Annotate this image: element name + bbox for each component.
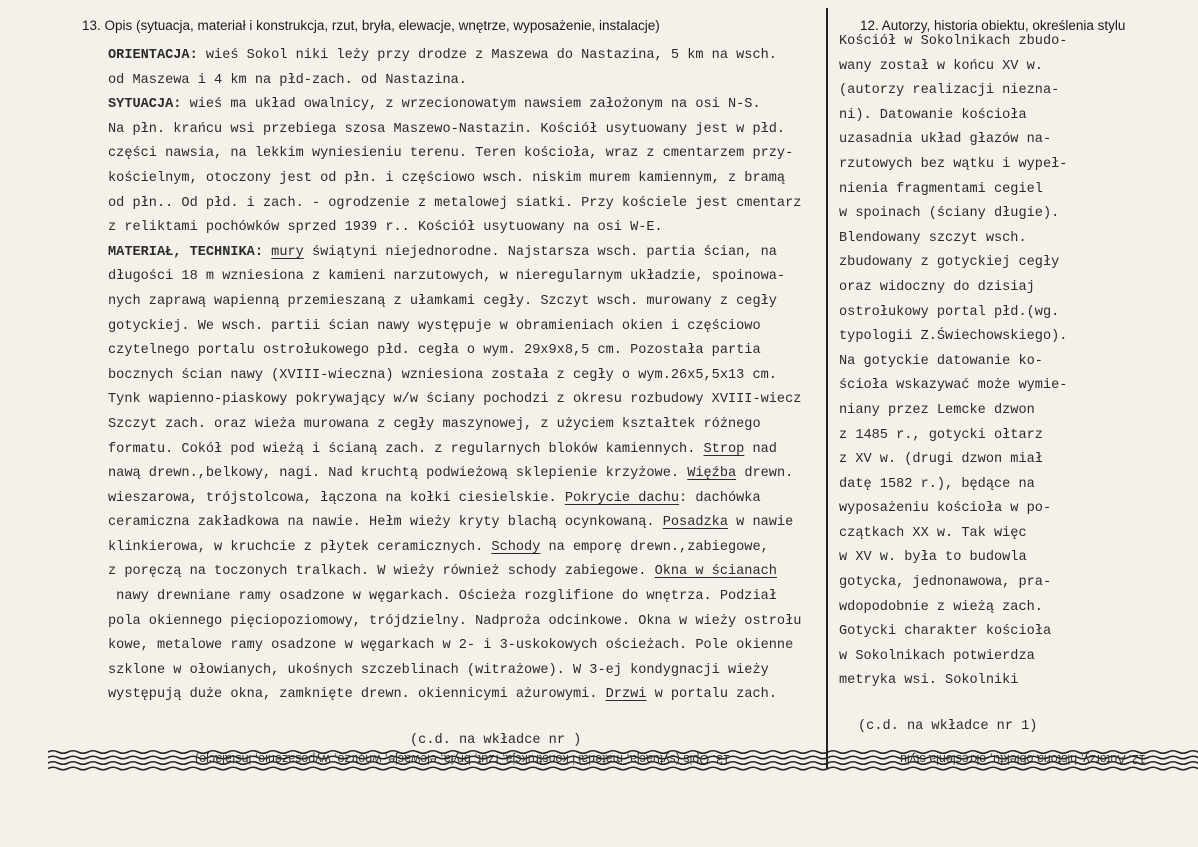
description-line	[108, 536, 801, 561]
history-line: Gotycki charakter kościoła	[839, 624, 1052, 640]
description-line	[108, 315, 801, 340]
line-text: Na płn. krańcu wsi przebiega szosa Maszewo-Nastazin. Kościół usytuowany jest w płd.	[108, 121, 786, 137]
history-line: wdopodobnie z wieżą zach.	[839, 599, 1043, 615]
description-line	[108, 290, 801, 315]
description-line	[108, 142, 801, 167]
line-text: nawy drewniane ramy osadzone w węgarkach. Ościeża rozglifione do wnętrza. Podział	[108, 589, 777, 605]
history-line: niany przez Lemcke dzwon	[839, 402, 1035, 418]
element-term: Okna w ścianach	[654, 564, 777, 580]
line-text: Szczyt zach. oraz wieża murowana z cegły maszynowej, z użyciem kształtek różnego	[108, 416, 761, 432]
line-text: formatu. Cokół pod wieżą i ścianą zach. z regularnych bloków kamiennych.	[108, 441, 704, 457]
line-text: w portalu zach.	[646, 687, 777, 703]
line-text: z poręczą na toczonych tralkach. W wieży również schody zabiegowe.	[108, 564, 655, 580]
description-line	[108, 192, 801, 217]
line-text: szklone w ołowianych, ukośnych szczeblinach (witrażowe). W 3-ej kondygnacji wieży	[108, 662, 769, 678]
description-line	[108, 413, 801, 438]
line-text: ceramiczna zakładkowa na nawie. Hełm wieży kryty blachą ocynkowaną.	[108, 515, 663, 531]
history-line: oraz widoczny do dzisiaj	[839, 279, 1035, 295]
history-line: zbudowany z gotyckiej cegły	[839, 255, 1060, 271]
description-line	[108, 265, 801, 290]
line-text: bocznych ścian nawy (XVIII-wieczna) wzniesiona została z cegły o wym.26x5,5x13 cm.	[108, 367, 777, 383]
section-label: ORIENTACJA:	[108, 48, 198, 63]
element-term: Posadzka	[662, 515, 728, 531]
description-line	[108, 167, 801, 192]
line-text: kowe, metalowe ramy osadzone w węgarkach w 2- i 3-uskokowych ościeżach. Pole okienne	[108, 638, 794, 654]
description-line	[108, 610, 801, 635]
line-text: kościelnym, otoczony jest od płn. i częściowo wsch. niskim murem kamiennym, z bramą	[108, 170, 786, 186]
description-line	[108, 216, 801, 241]
description-line	[108, 339, 801, 364]
line-text: wieszarowa, trójstolcowa, łączona na kołki ciesielskie.	[108, 490, 565, 506]
line-text: świątyni niejednorodne. Najstarsza wsch. partia ścian, na	[303, 244, 777, 260]
history-line: w Sokolnikach potwierdza	[839, 648, 1035, 664]
description-line	[108, 634, 801, 659]
description-line	[108, 93, 801, 118]
line-text: Tynk wapienno-piaskowy pokrywający w/w ściany pochodzi z okresu rozbudowy XVIII-wiecz	[108, 392, 802, 408]
history-line: wany został w końcu XV w.	[839, 58, 1043, 74]
element-term: Drzwi	[605, 687, 647, 703]
history-text	[839, 30, 1067, 694]
description-line	[108, 44, 801, 69]
line-text: w nawie	[727, 515, 794, 531]
history-line: ni). Datowanie kościoła	[839, 107, 1027, 123]
description-line	[108, 462, 801, 487]
history-line: uzasadnia układ głazów na-	[839, 132, 1052, 148]
history-line: ścioła wskazywać może wymie-	[839, 378, 1068, 394]
line-text: od Maszewa i 4 km na płd-zach. od Nastazina.	[108, 72, 467, 88]
description-line	[108, 683, 801, 708]
history-line: gotycka, jednonawowa, pra-	[839, 575, 1052, 591]
description-line	[108, 438, 801, 463]
element-term: Pokrycie dachu	[564, 490, 680, 506]
history-line: rzutowych bez wątku i wypeł-	[839, 156, 1068, 172]
element-term: Więźba	[687, 466, 737, 482]
section-label: MATERIAŁ, TECHNIKA:	[108, 244, 263, 260]
mirrored-header-right: 12. Autorzy, historia obiektu, określenia stylu	[900, 752, 1146, 766]
history-line: ostrołukowy portal płd.(wg.	[839, 304, 1060, 320]
line-text: nych zaprawą wapienną przemieszaną z ułamkami cegły. Szczyt wsch. murowany z cegły	[108, 293, 777, 309]
line-text: nad	[744, 441, 777, 457]
line-text: wieś ma układ owalnicy, z wrzecionowatym nawsiem założonym na osi N-S.	[181, 97, 761, 113]
line-text: od płn.. Od płd. i zach. - ogrodzenie z metalowej siatki. Przy kościele jest cmentarz	[108, 195, 802, 211]
section-12-header: 12. Autorzy, historia obiektu, określenia stylu	[860, 18, 1126, 33]
line-text: występują duże okna, zamknięte drewn. okiennicymi ażurowymi.	[108, 687, 606, 703]
line-text: na emporę drewn.,zabiegowe,	[540, 539, 769, 555]
history-line: z XV w. (drugi dzwon miał	[839, 452, 1043, 468]
line-text: wieś Sokol niki leży przy drodze z Maszewa do Nastazina, 5 km na wsch.	[197, 48, 777, 63]
continuation-note-left: (c.d. na wkładce nr )	[410, 733, 582, 748]
mirrored-header-left: 13. Opis (sytuacja, materiał i konstrukcja, rzut, bryła, elewacje, wnętrze, wyposażenie, instalacje)	[195, 752, 730, 766]
section-13-header: 13. Opis (sytuacja, materiał i konstrukcja, rzut, bryła, elewacje, wnętrze, wyposażenie, instalacje)	[82, 18, 660, 33]
line-text: drewn.	[736, 466, 794, 482]
line-text: części nawsia, na lekkim wyniesieniu terenu. Teren kościoła, wraz z cmentarzem przy-	[108, 146, 794, 162]
line-text: gotyckiej. We wsch. partii ścian nawy występuje w obramieniach okien i częściowo	[108, 318, 761, 334]
line-text: czytelnego portalu ostrołukowego płd. cegła o wym. 29x9x8,5 cm. Pozostała partia	[108, 343, 761, 359]
history-line: w XV w. była to budowla	[839, 550, 1027, 566]
element-term: Schody	[491, 539, 541, 555]
history-line: nienia fragmentami cegiel	[839, 181, 1043, 197]
description-line	[108, 388, 801, 413]
description-line	[108, 118, 801, 143]
section-label: SYTUACJA:	[108, 97, 182, 113]
column-divider	[826, 8, 828, 768]
history-line: wyposażeniu kościoła w po-	[839, 501, 1052, 517]
description-line	[108, 364, 801, 389]
description-line	[108, 659, 801, 684]
history-line: w spoinach (ściany długie).	[839, 206, 1060, 222]
continuation-note-right: (c.d. na wkładce nr 1)	[858, 719, 1038, 734]
line-text: klinkierowa, w kruchcie z płytek ceramicznych.	[108, 539, 492, 555]
wave-line	[48, 767, 1198, 770]
history-line: Kościół w Sokolnikach zbudo-	[839, 34, 1068, 49]
line-text: nawą drewn.,belkowy, nagi. Nad kruchtą podwieżową sklepienie krzyżowe.	[108, 466, 688, 482]
description-text	[108, 44, 801, 708]
history-line: z 1485 r., gotycki ołtarz	[839, 427, 1043, 443]
description-line	[108, 487, 801, 512]
history-line: (autorzy realizacji niezna-	[839, 83, 1060, 99]
line-text: z reliktami pochówków sprzed 1939 r.. Kościół usytuowany na osi W-E.	[108, 220, 663, 236]
element-term: mury	[271, 244, 304, 260]
description-line	[108, 511, 801, 536]
line-text: pola okiennego pięciopoziomowy, trójdzielny. Nadproża odcinkowe. Okna w wieży ostrołu	[108, 613, 802, 629]
history-line: metryka wsi. Sokolniki	[839, 673, 1019, 689]
history-line: Na gotyckie datowanie ko-	[839, 353, 1043, 369]
line-text	[263, 245, 271, 260]
description-line	[108, 69, 801, 94]
element-term: Strop	[703, 441, 745, 457]
history-line: czątkach XX w. Tak więc	[839, 525, 1027, 541]
description-line	[108, 241, 801, 266]
history-line: typologii Z.Świechowskiego).	[839, 329, 1068, 345]
line-text: : dachówka	[679, 490, 761, 506]
history-line: Blendowany szczyt wsch.	[839, 230, 1027, 246]
line-text: długości 18 m wzniesiona z kamieni narzutowych, w nieregularnym układzie, spoinowa-	[108, 269, 786, 285]
description-line	[108, 585, 801, 610]
history-line: datę 1582 r.), będące na	[839, 476, 1035, 492]
description-line	[108, 560, 801, 585]
